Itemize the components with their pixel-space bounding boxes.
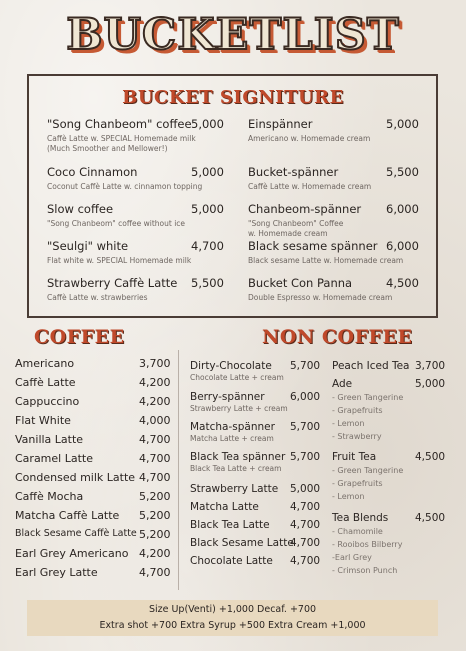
signature-item xyxy=(248,239,419,266)
noncoffee-item-name: Black Tea spänner xyxy=(190,451,286,463)
signature-desc-line: "Song Chanbeom" coffee without ice xyxy=(47,219,186,228)
coffee-item xyxy=(15,547,170,560)
signature-item xyxy=(248,276,419,303)
signature-item-price: 5,000 xyxy=(191,202,224,216)
signature-desc-line: Black sesame Latte w. Homemade cream xyxy=(248,256,404,265)
coffee-item-name: Caffè Latte xyxy=(15,376,76,389)
noncoffee-item-desc: Matcha Latte + cream xyxy=(190,434,274,443)
signature-desc-line: Coconut Caffè Latte w. cinnamon topping xyxy=(47,182,203,191)
noncoffee-item-desc: Black Tea Latte + cream xyxy=(190,464,282,473)
signature-desc-line: (Much Smoother and Mellower!) xyxy=(47,144,168,153)
noncoffee-sub-item: - Grapefruits xyxy=(332,406,383,415)
signature-item xyxy=(47,165,224,192)
coffee-item-name: Caramel Latte xyxy=(15,452,93,465)
signature-item-desc xyxy=(47,256,191,266)
coffee-item-price: 4,700 xyxy=(139,433,171,446)
signature-item-price: 4,500 xyxy=(386,276,419,290)
noncoffee-item xyxy=(190,421,325,444)
noncoffee-item-name: Berry-spänner xyxy=(190,391,265,403)
noncoffee-sub-item: - Chamomile xyxy=(332,527,383,536)
signature-item-name: Bucket-spänner xyxy=(248,165,339,179)
noncoffee-item-price: 4,700 xyxy=(290,501,321,513)
coffee-item-price: 4,200 xyxy=(139,395,171,408)
noncoffee-item-price: 3,700 xyxy=(415,360,446,372)
noncoffee-item-name: Peach Iced Tea xyxy=(332,360,410,372)
coffee-item xyxy=(15,395,170,408)
noncoffee-item xyxy=(190,519,325,531)
noncoffee-item-name: Matcha Latte xyxy=(190,501,259,513)
coffee-item-price: 5,200 xyxy=(139,509,171,522)
signature-item-name: "Song Chanbeom" coffee xyxy=(47,117,192,131)
coffee-item-price: 5,200 xyxy=(139,528,171,541)
signature-item-desc xyxy=(47,219,185,229)
coffee-item-name: Earl Grey Americano xyxy=(15,547,129,560)
noncoffee-item-price: 5,700 xyxy=(290,451,321,463)
coffee-item-name: Cappuccino xyxy=(15,395,80,408)
noncoffee-item xyxy=(332,360,452,372)
noncoffee-item xyxy=(190,483,325,495)
coffee-item xyxy=(15,490,170,503)
coffee-item-name: Matcha Caffè Latte xyxy=(15,509,120,522)
coffee-item-name: Flat White xyxy=(15,414,71,427)
signature-desc-line: Caffè Latte w. SPECIAL Homemade milk xyxy=(47,134,196,143)
signature-desc-line: Caffè Latte w. Homemade cream xyxy=(248,182,372,191)
noncoffee-item-price: 5,000 xyxy=(290,483,321,495)
coffee-item xyxy=(15,471,170,484)
coffee-item-price: 4,200 xyxy=(139,547,171,560)
coffee-item-price: 4,200 xyxy=(139,376,171,389)
noncoffee-item-price: 4,700 xyxy=(290,519,321,531)
signature-item-price: 6,000 xyxy=(386,202,419,216)
signature-item-name: Chanbeom-spänner xyxy=(248,202,362,216)
noncoffee-sub-item: - Green Tangerine xyxy=(332,466,404,475)
signature-item-name: Strawberry Caffè Latte xyxy=(47,276,178,290)
noncoffee-item xyxy=(190,451,325,474)
coffee-item-price: 4,700 xyxy=(139,471,171,484)
signature-item-desc xyxy=(248,293,392,303)
noncoffee-sub-list xyxy=(332,464,452,503)
noncoffee-item-price: 5,700 xyxy=(290,360,321,372)
signature-item-desc xyxy=(47,134,196,154)
coffee-item xyxy=(15,357,170,370)
coffee-item-name: Vanilla Latte xyxy=(15,433,84,446)
signature-item-price: 4,700 xyxy=(191,239,224,253)
coffee-item-price: 4,700 xyxy=(139,452,171,465)
noncoffee-item-name: Dirty-Chocolate xyxy=(190,360,272,372)
noncoffee-sub-item: - Grapefruits xyxy=(332,479,383,488)
coffee-item xyxy=(15,452,170,465)
noncoffee-sub-item: - Strawberry xyxy=(332,432,382,441)
signature-desc-line: w. Homemade cream xyxy=(248,229,328,238)
coffee-item-price: 4,700 xyxy=(139,566,171,579)
signature-item-price: 5,500 xyxy=(191,276,224,290)
signature-title: BUCKET SIGNITURE xyxy=(122,87,344,108)
signature-item-name: Einspänner xyxy=(248,117,313,131)
noncoffee-item xyxy=(190,360,325,383)
signature-desc-line: "Song Chanbeom" Coffee xyxy=(248,219,344,228)
signature-item xyxy=(47,239,224,266)
coffee-item-name: Caffè Mocha xyxy=(15,490,84,503)
signature-item-desc xyxy=(248,219,361,239)
noncoffee-sub-item: - Lemon xyxy=(332,492,365,501)
noncoffee-sub-list xyxy=(332,391,452,443)
coffee-title: COFFEE xyxy=(34,326,125,348)
noncoffee-item xyxy=(190,501,325,513)
coffee-item-name: Condensed milk Latte xyxy=(15,471,136,484)
noncoffee-item-price: 6,000 xyxy=(290,391,321,403)
signature-item-price: 5,000 xyxy=(191,165,224,179)
noncoffee-sub-item: -Earl Grey xyxy=(332,553,372,562)
noncoffee-item-name: Ade xyxy=(332,378,353,390)
coffee-item-price: 5,200 xyxy=(139,490,171,503)
signature-item xyxy=(248,117,419,144)
coffee-item-price: 3,700 xyxy=(139,357,171,370)
coffee-item-name: Earl Grey Latte xyxy=(15,566,98,579)
signature-item-name: Black sesame spänner xyxy=(248,239,378,253)
noncoffee-item-desc: Strawberry Latte + cream xyxy=(190,404,288,413)
noncoffee-sub-item: - Crimson Punch xyxy=(332,566,398,575)
noncoffee-title: NON COFFEE xyxy=(262,326,413,348)
noncoffee-item-name: Black Sesame Latte xyxy=(190,537,294,549)
coffee-item-name: Americano xyxy=(15,357,75,370)
signature-item-desc xyxy=(248,182,371,192)
noncoffee-item-price: 4,500 xyxy=(415,512,446,524)
noncoffee-item-name: Fruit Tea xyxy=(332,451,377,463)
signature-item-name: Coco Cinnamon xyxy=(47,165,138,179)
signature-item-price: 5,500 xyxy=(386,165,419,179)
signature-item-name: Bucket Con Panna xyxy=(248,276,353,290)
coffee-item xyxy=(15,414,170,427)
signature-item xyxy=(248,202,419,239)
signature-item xyxy=(47,117,224,154)
coffee-item xyxy=(15,376,170,389)
signature-item-price: 5,000 xyxy=(191,117,224,131)
coffee-item xyxy=(15,433,170,446)
noncoffee-item-name: Tea Blends xyxy=(332,512,389,524)
noncoffee-item-price: 4,500 xyxy=(415,451,446,463)
noncoffee-item xyxy=(190,391,325,414)
coffee-item xyxy=(15,528,170,539)
extras-line-1: Size Up(Venti) +1,000 Decaf. +700 xyxy=(148,604,317,615)
noncoffee-sub-item: - Lemon xyxy=(332,419,365,428)
signature-item-name: Slow coffee xyxy=(47,202,114,216)
noncoffee-item-price: 5,000 xyxy=(415,378,446,390)
column-divider xyxy=(178,350,179,590)
coffee-item-price: 4,000 xyxy=(139,414,171,427)
signature-item-desc xyxy=(248,134,370,144)
coffee-item-name: Black Sesame Caffè Latte xyxy=(15,528,137,539)
signature-item-price: 6,000 xyxy=(386,239,419,253)
noncoffee-item-desc: Chocolate Latte + cream xyxy=(190,373,284,382)
extras-line-2: Extra shot +700 Extra Syrup +500 Extra Cream +1,000 xyxy=(99,620,366,631)
signature-desc-line: Americano w. Homemade cream xyxy=(248,134,371,143)
noncoffee-item-name: Strawberry Latte xyxy=(190,483,279,495)
noncoffee-item-name: Matcha-spänner xyxy=(190,421,275,433)
noncoffee-item xyxy=(332,512,452,577)
noncoffee-sub-item: - Rooibos Bilberry xyxy=(332,540,403,549)
signature-desc-line: Double Espresso w. Homemade cream xyxy=(248,293,393,302)
signature-item-desc xyxy=(47,182,202,192)
noncoffee-item xyxy=(190,555,325,567)
noncoffee-item-price: 5,700 xyxy=(290,421,321,433)
signature-desc-line: Caffè Latte w. strawberries xyxy=(47,293,148,302)
noncoffee-item-name: Chocolate Latte xyxy=(190,555,273,567)
signature-item xyxy=(47,276,224,303)
coffee-item xyxy=(15,509,170,522)
noncoffee-item-price: 4,700 xyxy=(290,555,321,567)
signature-item-name: "Seulgi" white xyxy=(47,239,129,253)
noncoffee-item xyxy=(190,537,325,549)
extras-footer xyxy=(27,600,438,636)
signature-item xyxy=(248,165,419,192)
noncoffee-item-name: Black Tea Latte xyxy=(190,519,270,531)
signature-item-price: 5,000 xyxy=(386,117,419,131)
signature-desc-line: Flat white w. SPECIAL Homemade milk xyxy=(47,256,192,265)
noncoffee-item-price: 4,700 xyxy=(290,537,321,549)
menu-title: BUCKETLIST xyxy=(66,10,400,60)
signature-item-desc xyxy=(248,256,403,266)
noncoffee-sub-list xyxy=(332,525,452,577)
noncoffee-item xyxy=(332,451,452,503)
signature-item-desc xyxy=(47,293,177,303)
coffee-item xyxy=(15,566,170,579)
signature-item xyxy=(47,202,224,229)
noncoffee-sub-item: - Green Tangerine xyxy=(332,393,404,402)
noncoffee-item xyxy=(332,378,452,443)
